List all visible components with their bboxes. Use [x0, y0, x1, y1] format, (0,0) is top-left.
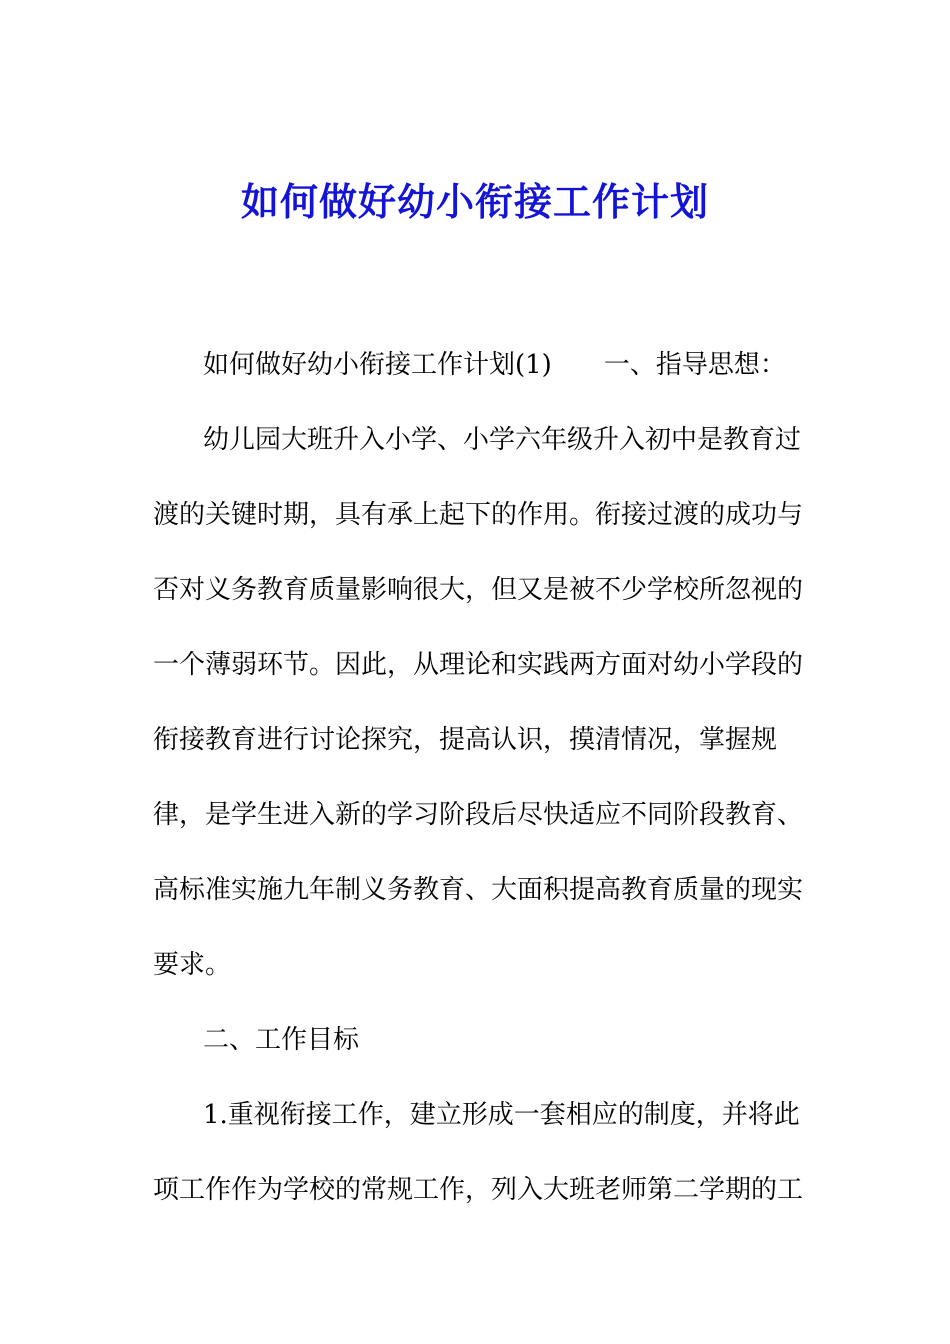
section-heading-2: 二、工作目标: [203, 1025, 360, 1055]
paragraph-line: 律，是学生进入新的学习阶段后尽快适应不同阶段教育、: [153, 800, 804, 830]
paragraph-line: 1.重视衔接工作，建立形成一套相应的制度，并将此: [203, 1100, 800, 1130]
paragraph-line: 一个薄弱环节。因此，从理论和实践两方面对幼小学段的: [153, 650, 804, 680]
document-body: [153, 328, 804, 1228]
paragraph-line: 高标准实施九年制义务教育、大面积提高教育质量的现实: [153, 875, 804, 905]
paragraph-line: 否对义务教育质量影响很大，但又是被不少学校所忽视的: [153, 575, 804, 605]
paragraph-line: 要求。: [153, 950, 232, 980]
paragraph-line: 衔接教育进行讨论探究，提高认识，摸清情况，掌握规: [153, 725, 778, 755]
intro-line: [153, 328, 793, 403]
paragraph-line: 幼儿园大班升入小学、小学六年级升入初中是教育过: [203, 425, 802, 455]
document-title: 如何做好幼小衔接工作计划: [240, 179, 709, 224]
intro-heading: 如何做好幼小衔接工作计划(1): [203, 350, 552, 380]
section-heading-1: 一、指导思想：: [603, 350, 786, 380]
paragraph-line: 渡的关键时期，具有承上起下的作用。衔接过渡的成功与: [153, 500, 804, 530]
paragraph-line: 项工作作为学校的常规工作，列入大班老师第二学期的工: [153, 1175, 804, 1205]
